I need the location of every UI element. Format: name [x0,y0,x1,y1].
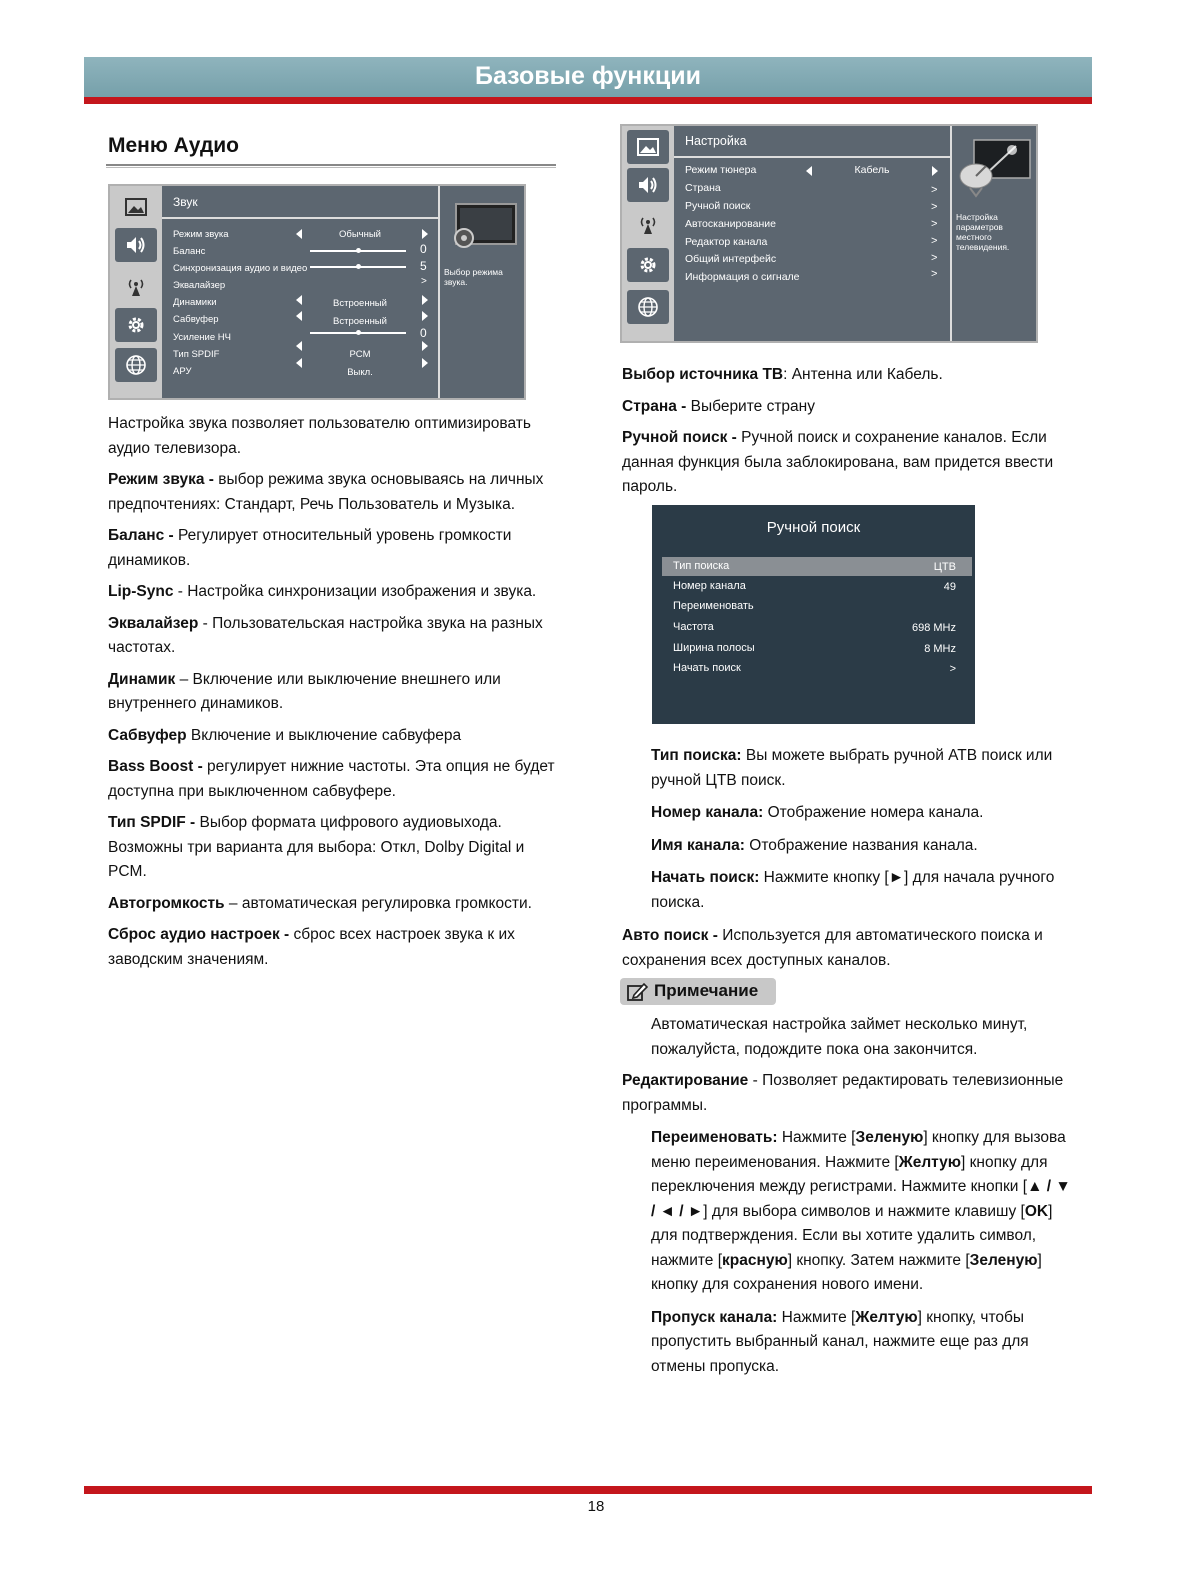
audio-row-label: Динамики [173,297,217,308]
paragraph: Авто поиск - Используется для автоматического поиска и сохранения всех доступных каналов. [622,927,1043,969]
note-text [651,1013,1081,1062]
menu-icon-column [622,126,674,341]
note-edit-icon [626,982,648,1002]
paragraph: Редактирование - Позволяет редактировать телевизионные программы. [622,1072,1064,1114]
manual-search-title: Ручной поиск [766,519,861,536]
audio-row-label: Тип SPDIF [173,349,220,360]
menu-icon-column [110,186,162,398]
paragraph: Сброс аудио настроек - сброс всех настроек звука к их заводским значениям. [108,926,515,968]
header-bar [84,57,1092,97]
manual-search-value: ЦТВ [933,561,956,573]
settings-row-arrow: > [931,268,938,280]
audio-row-value: PCM [349,349,371,360]
audio-row-value: Встроенный [333,298,387,309]
slider-knob [356,264,361,269]
manual-search-label: Переименовать [673,600,754,612]
antenna-icon [115,270,157,304]
paragraph: Автогромкость – автоматическая регулировка громкости. [108,894,532,912]
manual-search-label: Тип поиска [673,560,730,572]
balance-slider [310,250,406,252]
note-paragraph: Автоматическая настройка займет несколько минут, пожалуйста, подождите пока она закончится. [651,1016,1028,1058]
settings-menu-separator [674,156,950,158]
audio-row-label: Баланс [173,246,206,257]
settings-menu-screenshot [620,124,1038,343]
manual-search-label: Начать поиск [673,662,741,674]
picture-icon [115,190,157,224]
arrow-right-icon [422,311,428,321]
settings-row-value: Кабель [854,164,890,176]
arrow-left-icon [296,229,302,239]
manual-search-descriptions [651,744,1076,915]
paragraph: Bass Boost - регулирует нижние частоты. Эта опция не будет доступна при выключенном сабвуфере. [108,758,555,800]
paragraph: Динамик – Включение или выключение внешнего или внутреннего динамиков. [108,670,501,712]
manual-search-value: 8 MHz [924,643,956,655]
skip-paragraph: Пропуск канала: Нажмите [Желтую] кнопку, чтобы пропустить выбранный канал, нажмите еще раз для отмены пропуска. [651,1308,1029,1375]
settings-row-label: Страна [685,182,721,194]
manual-search-row [662,557,972,576]
intro-paragraph: Настройка звука позволяет пользователю оптимизировать аудио телевизора. [108,415,531,457]
paragraph: Тип SPDIF - Выбор формата цифрового аудиовыхода. Возможны три варианта для выбора: Откл, Dolby Digital и PCM. [108,814,525,880]
manual-search-row [662,597,972,616]
note-label: Примечание [654,981,759,1000]
paragraph: Начать поиск: Нажмите кнопку [►] для начала ручного поиска. [651,869,1055,911]
audio-row-label: АРУ [173,366,192,377]
manual-search-value: 49 [943,581,956,593]
gear-icon [115,308,157,342]
edit-descriptions [651,1126,1079,1379]
paragraph: Lip-Sync - Настройка синхронизации изображения и звука. [108,583,537,600]
settings-row-label: Режим тюнера [685,164,757,176]
page-header-title: Базовые функции [475,62,701,90]
audio-menu-help: Выбор режима звука. [444,267,503,287]
arrow-right-icon [932,166,938,176]
settings-row-label: Информация о сигнале [685,271,800,283]
slider-knob [356,248,361,253]
left-column [108,412,560,972]
section-title: Меню Аудио [108,134,240,157]
satellite-dish-image [956,134,1034,200]
audio-row-number: 5 [420,259,427,273]
audio-row-label: Сабвуфер [173,314,219,325]
arrow-left-icon [806,166,812,176]
auto-search-paragraph [622,924,1082,973]
paragraph: Режим звука - выбор режима звука основываясь на личных предпочтениях: Стандарт, Речь Пользователь и Музыка. [108,471,544,513]
footer-divider [84,1486,1092,1494]
settings-row-label: Автосканирование [685,218,776,230]
manual-search-value: > [949,663,956,675]
audio-row-number: 0 [420,326,427,340]
manual-search-row [662,639,972,658]
sound-icon [115,228,157,262]
manual-search-label: Частота [673,621,714,633]
paragraph: Номер канала: Отображение номера канала. [651,804,984,821]
settings-menu-title: Настройка [685,134,747,148]
gear-icon [627,248,669,282]
settings-row-label: Ручной поиск [685,200,751,212]
section-rule [106,164,556,166]
arrow-right-icon [422,358,428,368]
rename-paragraph: Переименовать: Нажмите [Зеленую] кнопку для вызова меню переименования. Нажмите [Желтую] кнопку для переключения между регистрами. Нажмите кнопки [▲ / ▼ / ◄ / ►] для выбора символов и нажмите клавишу [OK] для подтверждения. Если вы хотите удалить символ, нажмите [красную] кнопку. Затем нажмите [Зеленую] кнопку для сохранения нового имени. [651,1129,1071,1293]
section-rule-thin [106,167,556,168]
arrow-left-icon [296,311,302,321]
audio-row-value: Встроенный [333,316,387,327]
slider-knob [356,330,361,335]
audio-row-value: Обычный [339,229,381,240]
settings-row-arrow: > [931,201,938,213]
right-column-top [622,363,1082,500]
note-box [620,978,776,1005]
paragraph: Выбор источника ТВ: Антенна или Кабель. [622,366,943,383]
audio-menu-separator [162,217,438,219]
audio-row-number: 0 [420,242,427,256]
settings-row-arrow: > [931,218,938,230]
antenna-icon [627,208,669,242]
arrow-right-icon [422,295,428,305]
arrow-right-icon [422,341,428,351]
audio-row-number: > [421,276,427,287]
paragraph: Страна - Выберите страну [622,397,815,415]
header-divider [84,97,1092,104]
picture-icon [627,130,669,164]
paragraph: Сабвуфер Включение и выключение сабвуфера [108,726,462,744]
arrow-right-icon [422,229,428,239]
audio-row-value: Выкл. [347,367,373,378]
bass-slider [310,332,406,334]
arrow-left-icon [296,358,302,368]
manual-search-value: 698 MHz [911,622,956,634]
manual-search-row [662,577,972,596]
edit-paragraph [622,1069,1082,1118]
globe-icon [627,290,669,324]
audio-row-label: Режим звука [173,229,229,240]
manual-search-label: Ширина полосы [673,642,755,654]
manual-search-screenshot [652,505,975,724]
page-number: 18 [587,1498,605,1515]
settings-menu-help: Настройка параметров местного телевидения. [956,212,1010,252]
paragraph: Ручной поиск - Ручной поиск и сохранение каналов. Если данная функция была заблокирована, вам придется ввести пароль. [622,429,1054,495]
settings-menu-vsep [950,126,952,341]
speaker-tv-image [450,200,520,256]
audio-menu-screenshot [108,184,526,400]
lipsync-slider [310,266,406,268]
sound-icon [627,168,669,202]
audio-row-label: Эквалайзер [173,280,226,291]
globe-icon [115,348,157,382]
paragraph: Эквалайзер - Пользовательская настройка звука на разных частотах. [108,614,543,656]
manual-search-label: Номер канала [673,580,746,592]
paragraph: Баланс - Регулирует относительный уровень громкости динамиков. [108,527,512,569]
settings-row-arrow: > [931,235,938,247]
audio-row-label: Усиление НЧ [173,332,231,343]
paragraph: Тип поиска: Вы можете выбрать ручной АТВ поиск или ручной ЦТВ поиск. [651,747,1053,789]
settings-row-label: Общий интерфейс [685,253,777,265]
arrow-left-icon [296,341,302,351]
audio-menu-title: Звук [173,195,198,209]
arrow-left-icon [296,295,302,305]
paragraph: Имя канала: Отображение названия канала. [651,836,978,854]
audio-menu-vsep [438,186,440,398]
manual-search-row [662,618,972,637]
manual-search-row [662,659,972,678]
settings-row-arrow: > [931,252,938,264]
audio-row-label: Синхронизация аудио и видео [173,263,308,274]
settings-row-label: Редактор канала [685,236,768,248]
settings-row-arrow: > [931,184,938,196]
